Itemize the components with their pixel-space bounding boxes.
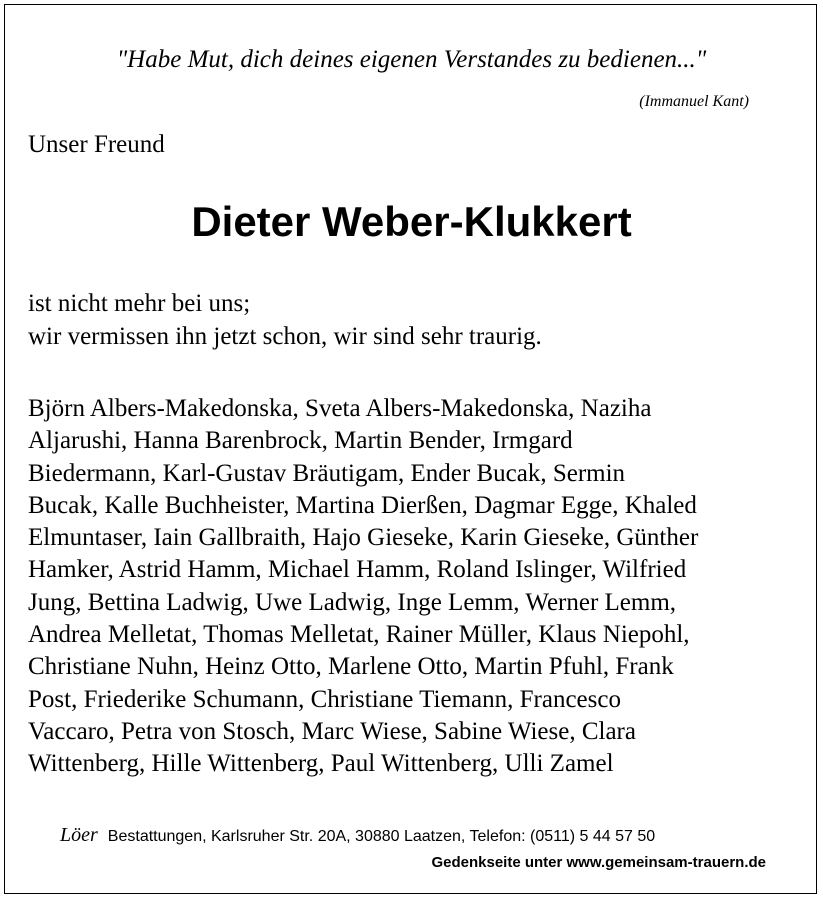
kant-quote: "Habe Mut, dich deines eigenen Verstandes zu bedienen..." — [116, 46, 707, 73]
mourner-line: Post, Friederike Schumann, Christiane Tiemann, Francesco — [28, 685, 621, 713]
mourner-line: Jung, Bettina Ladwig, Uwe Ladwig, Inge Lemm, Werner Lemm, — [28, 588, 677, 616]
mourner-line: Aljarushi, Hanna Barenbrock, Martin Bender, Irmgard — [28, 427, 573, 455]
funeral-home-address: Bestattungen, Karlsruher Str. 20A, 30880 Laatzen, Telefon: (0511) 5 44 57 50 — [107, 828, 656, 845]
mourners-list — [28, 393, 698, 781]
message-block — [28, 287, 542, 353]
mourner-line: Bucak, Kalle Buchheister, Martina Dierßen, Dagmar Egge, Khaled — [28, 491, 697, 519]
mourner-line: Björn Albers-Makedonska, Sveta Albers-Makedonska, Naziha — [28, 395, 652, 422]
memorial-page-link: Gedenkseite unter www.gemeinsam-trauern.de — [431, 854, 766, 871]
quote-author: (Immanuel Kant) — [639, 93, 749, 110]
mourner-line: Elmuntaser, Iain Gallbraith, Hajo Gieseke, Karin Gieseke, Günther — [28, 524, 699, 552]
funeral-home-line — [60, 824, 655, 847]
funeral-home-logo: Löer — [60, 824, 98, 846]
deceased-name: Dieter Weber-Klukkert — [191, 198, 632, 245]
mourner-line: Hamker, Astrid Hamm, Michael Hamm, Roland Islinger, Wilfried — [28, 556, 687, 584]
mourner-line: Biedermann, Karl-Gustav Bräutigam, Ender Bucak, Sermin — [28, 459, 626, 487]
message-line: ist nicht mehr bei uns; — [28, 290, 251, 317]
mourner-line: Andrea Melletat, Thomas Melletat, Rainer Müller, Klaus Niepohl, — [28, 621, 690, 649]
mourner-line: Vaccaro, Petra von Stosch, Marc Wiese, Sabine Wiese, Clara — [28, 717, 636, 745]
message-line: wir vermissen ihn jetzt schon, wir sind sehr traurig. — [28, 323, 542, 350]
intro-text: Unser Freund — [28, 131, 165, 158]
mourner-line: Wittenberg, Hille Wittenberg, Paul Wittenberg, Ulli Zamel — [28, 750, 614, 778]
mourner-line: Christiane Nuhn, Heinz Otto, Marlene Otto, Martin Pfuhl, Frank — [28, 653, 674, 681]
